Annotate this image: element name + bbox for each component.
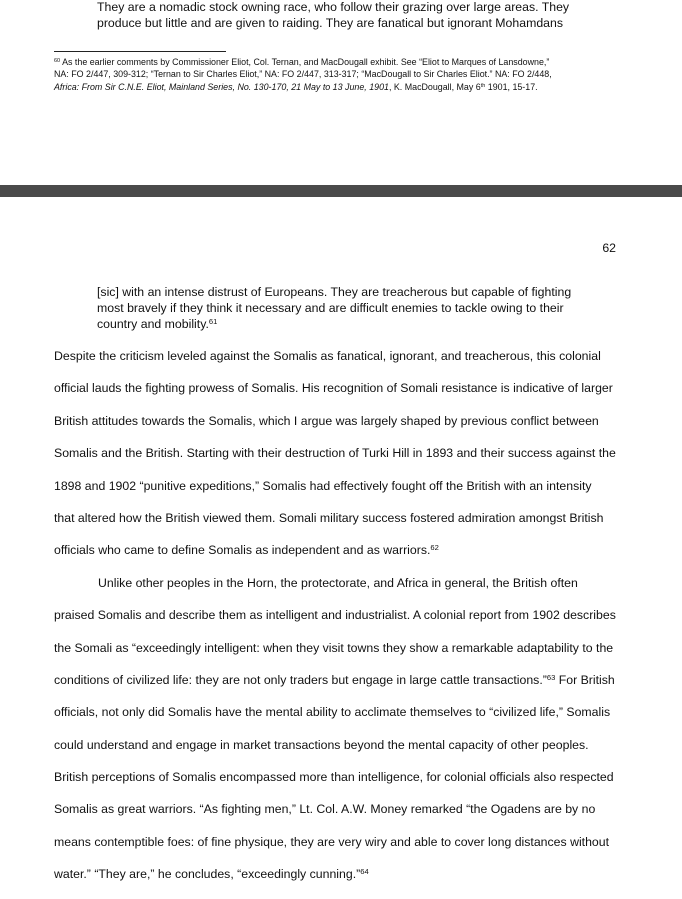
body-line: officials who came to define Somalis as independent and as warriors.$^{62}$ [54,543,439,558]
footnote-marker: 60 [54,57,61,64]
body-line: officials, not only did Somalis have the mental ability to acclimate themselves to “civilized life,” Somalis [54,705,611,720]
body-line: the Somali as “exceedingly intelligent: when they visit towns they show a remarkable adaptability to the [54,640,614,655]
body-line: British perceptions of Somalis encompassed more than intelligence, for colonial officials also respected [54,770,614,785]
quote-line: produce but little and are given to raiding. They are fanatical but ignorant Mohamdans [97,15,563,30]
previous-page [0,0,682,185]
page-number: 62 [602,241,616,255]
footnote-ref: 63 [546,672,556,682]
body-line: water.” “They are,” he concludes, “exceedingly cunning.”$^{64}$ [54,867,369,882]
footnote-ref: 62 [430,543,439,553]
body-line: Somalis as great warriors. “As fighting men,” Lt. Col. A.W. Money remarked “the Ogadens are by no [54,802,596,817]
block-quote-continued [97,0,597,31]
quote-line: most bravely if they think it necessary and are difficult enemies to tackle owing to their [97,301,564,315]
body-line: Despite the criticism leveled against the Somalis as fanatical, ignorant, and treacherous, this colonial [54,349,601,363]
body-line: praised Somalis and describe them as intelligent and industrialist. A colonial report from 1902 describes [54,608,616,623]
body-line: conditions of civilized life: they are not only traders but engage in large cattle transactions.”$^{63}$ For British [54,672,615,687]
body-line: British attitudes towards the Somalis, which I argue was largely shaped by previous conflict between [54,413,599,428]
body-line: Unlike other peoples in the Horn, the protectorate, and Africa in general, the British often [98,575,578,590]
footnote-italic-title: Africa: From Sir C.N.E. Eliot, Mainland Series, No. 130-170, 21 May to 13 June, 1901 [54,81,389,92]
footnote-60 [54,56,634,93]
footnote-line: Africa: From Sir C.N.E. Eliot, Mainland Series, No. 130-170, 21 May to 13 June, 1901, K. MacDougall, May 6th 1901, 15-17. [54,81,538,92]
body-line: means contemptible foes: of fine physique, they are very wiry and able to cover long distances without [54,834,610,849]
body-line: that altered how the British viewed them. Somali military success fostered admiration amongst British [54,510,604,525]
block-quote [97,284,597,332]
body-line: 1898 and 1902 “punitive expeditions,” Somalis had effectively fought off the British with an intensity [54,478,592,493]
body-line: official lauds the fighting prowess of Somalis. His recognition of Somali resistance is indicative of larger [54,381,613,396]
body-line: Somalis and the British. Starting with their destruction of Turki Hill in 1893 and their success against the [54,446,616,461]
footnote-line: NA: FO 2/447, 309-312; “Ternan to Sir Charles Eliot,” NA: FO 2/447, 313-317; “MacDougall to Sir Charles Eliot.” NA: FO 2/448, [54,69,552,80]
footnote-ref: 61 [208,316,218,326]
quote-line: [sic] with an intense distrust of Europeans. They are treacherous but capable of fighting [97,285,572,299]
body-text [54,348,634,899]
body-line: could understand and engage in market transactions beyond the mental capacity of other peoples. [54,737,589,752]
current-page [0,197,682,888]
footnote-separator [54,51,226,52]
quote-line: They are a nomadic stock owning race, who follow their grazing over large areas. They [97,0,570,14]
footnote-ref: 64 [360,867,369,877]
quote-line: country and mobility.$^{61}$ [97,316,218,331]
footnote-line: $^{60}$ As the earlier comments by Commissioner Eliot, Col. Ternan, and MacDougall exhibit. See “Eliot to Marques of Lansdowne,” [54,57,550,67]
